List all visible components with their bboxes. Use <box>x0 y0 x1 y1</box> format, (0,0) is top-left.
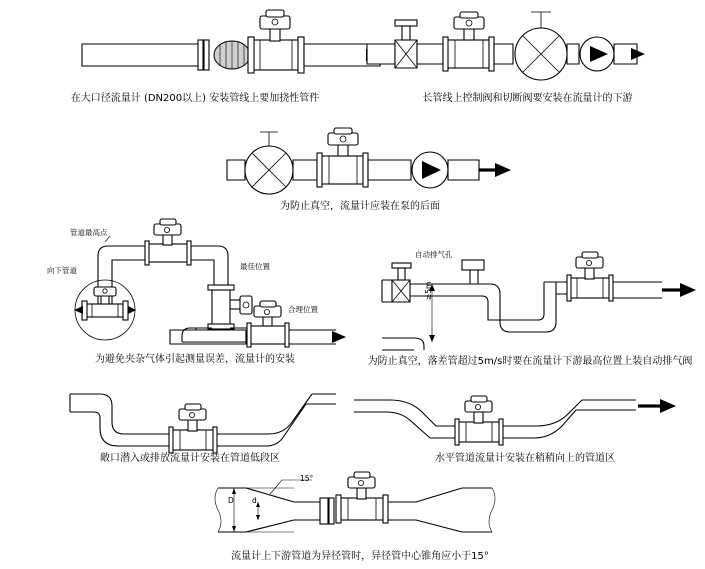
detail-circle-inset <box>74 280 136 340</box>
panel-7-caption: 水平管道流量计安装在稍稍向上的管道区 <box>435 453 615 464</box>
panel-8-caption: 流量计上下游管道为异径管时，异径管中心锥角应小于15° <box>231 551 489 562</box>
panel-8-label-D-large: D <box>228 496 234 505</box>
flow-arrow-icon <box>332 331 346 343</box>
panel-4-label-best: 最佳位置 <box>240 262 270 271</box>
panel-8-label-angle: 15° <box>300 474 314 483</box>
butterfly-valve-icon <box>245 132 293 194</box>
panel-7-svg <box>350 388 680 450</box>
panel-4-svg <box>50 222 350 347</box>
panel-8-svg <box>200 482 530 544</box>
panel-7-graphic <box>350 388 670 450</box>
panel-5-label-height: ≥5m <box>424 281 433 300</box>
panel-8-graphic <box>200 482 520 544</box>
panel-4-label-downpipe: 向下管道 <box>47 266 77 275</box>
valve-icon <box>395 20 417 68</box>
panel-6-svg <box>60 388 350 450</box>
panel-4-graphic <box>50 222 350 347</box>
valve-icon <box>392 263 411 302</box>
panel-5-svg <box>370 246 700 356</box>
panel-1-caption: 在大口径流量计 (DN200以上) 安装管线上要加挠性管件 <box>70 93 320 104</box>
panel-2-graphic <box>365 14 625 88</box>
pump-icon <box>412 152 448 188</box>
pump-icon <box>580 37 614 71</box>
panel-5-caption: 为防止真空，落差管超过5m/s时要在流量计下游最高位置上装自动排气阀 <box>367 356 693 367</box>
panel-4-caption: 为避免夹杂气体引起测量误差，流量计的安装 <box>95 354 295 365</box>
panel-1-graphic <box>80 8 330 88</box>
air-vent-icon <box>462 260 484 284</box>
flow-arrow-icon <box>479 163 511 177</box>
panel-6-graphic <box>60 388 350 450</box>
panel-4-label-ok: 合理位置 <box>288 305 318 314</box>
flow-arrow-icon <box>631 48 645 60</box>
panel-5-label-vent: 自动排气孔 <box>415 250 453 259</box>
panel-3-graphic <box>225 126 505 204</box>
panel-2-caption: 长管线上控制阀和切断阀要安装在流量计的下游 <box>422 93 633 104</box>
flow-arrow-icon <box>638 399 676 413</box>
panel-3-caption: 为防止真空，流量计应装在泵的后面 <box>280 201 440 212</box>
panel-5-graphic <box>370 246 690 356</box>
panel-8-label-d: d <box>252 496 257 505</box>
flowmeter-vertical <box>208 285 252 329</box>
panel-1-svg <box>80 8 330 88</box>
panel-3-svg <box>225 126 515 204</box>
dimension-D <box>232 488 236 532</box>
panel-4-label-highpoint: 管道最高点 <box>70 228 108 237</box>
flow-arrow-icon <box>662 283 696 297</box>
panel-2-svg <box>365 14 645 88</box>
butterfly-valve-icon <box>515 12 567 80</box>
panel-6-caption: 敞口潜入或排放流量计安装在管道低段区 <box>100 453 280 464</box>
